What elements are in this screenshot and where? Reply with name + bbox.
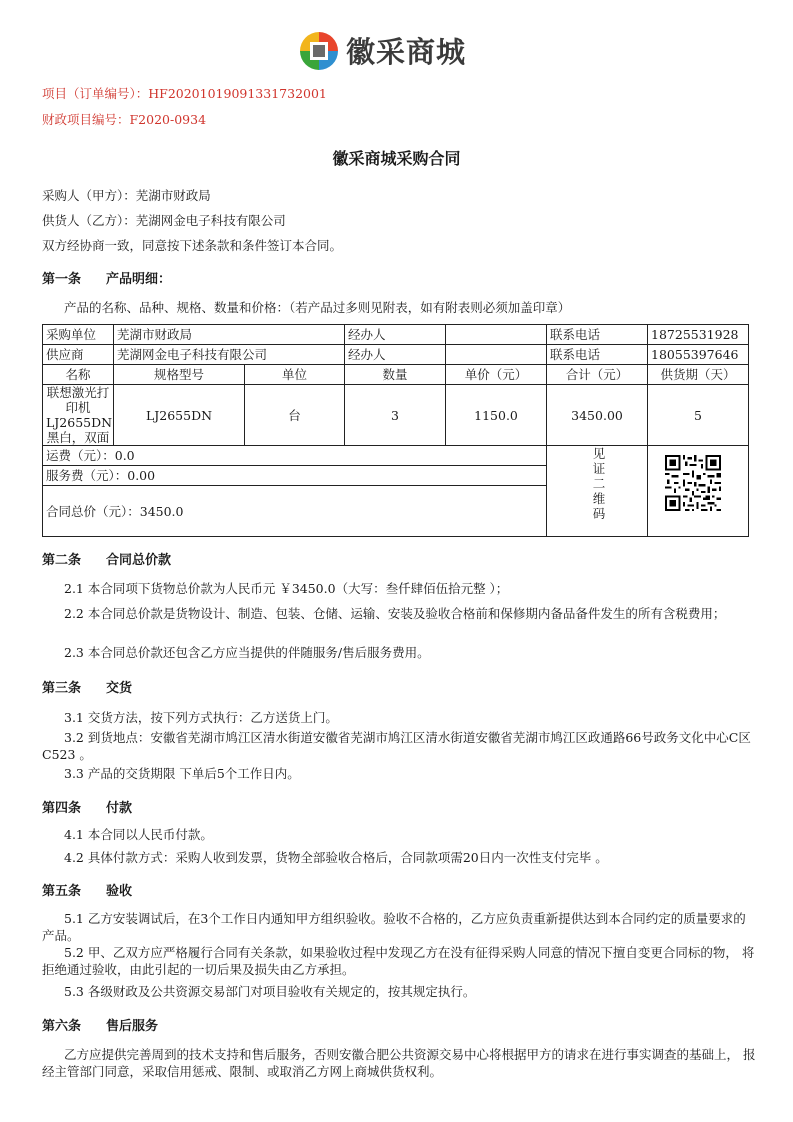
header-delivery-days: 供货期（天） — [648, 365, 749, 385]
table-row — [43, 325, 749, 345]
article5-number: 第五条 — [42, 884, 82, 899]
cell-buyer-label: 采购单位 — [43, 325, 114, 345]
cell-handler-value — [446, 325, 547, 345]
item-total: 3450.00 — [547, 385, 648, 446]
item-unit: 台 — [245, 385, 345, 446]
article1-number: 第一条 — [42, 272, 82, 287]
article5-heading — [42, 880, 132, 899]
cell-handler-value — [446, 345, 547, 365]
article6-heading — [42, 1015, 158, 1034]
service-fee-cell: 服务费（元）：0.00 — [43, 466, 547, 486]
header-model: 规格型号 — [114, 365, 245, 385]
cell-supplier-label: 供应商 — [43, 345, 114, 365]
cell-phone-value: 18725531928 — [648, 325, 749, 345]
article6-text: 乙方应提供完善周到的技术支持和售后服务，否则安徽合肥公共资源交易中心将根据甲方的请求在进行事实调查的基础上， 报经主管部门同意，采取信用惩戒、限制、或取消乙方网上商城供货权利。 — [42, 1047, 756, 1079]
table-row — [43, 385, 749, 446]
item-model: LJ2655DN — [114, 385, 245, 446]
table-row — [43, 345, 749, 365]
cell-supplier-value: 芜湖网金电子科技有限公司 — [114, 345, 345, 365]
article2-number: 第二条 — [42, 553, 82, 568]
item-name: 联想激光打印机LJ2655DN 黑白，双面 — [43, 385, 114, 446]
item-unit-price: 1150.0 — [446, 385, 547, 446]
agreement-line: 双方经协商一致，同意按下述条款和条件签订本合同。 — [42, 238, 343, 253]
header-total: 合计（元） — [547, 365, 648, 385]
article5-item-2: 5.2 甲、乙双方应严格履行合同有关条款，如果验收过程中发现乙方在没有征得采购人同意的情况下擅自变更合同标的物， 将拒绝通过验收，由此引起的一切后果及损失由乙方承担。 — [42, 945, 755, 977]
article4-item-1: 4.1 本合同以人民币付款。 — [64, 827, 213, 842]
article2-item-1: 2.1 本合同项下货物总价款为人民币元 ￥3450.0（大写：叁仟肆佰伍拾元整 ）； — [64, 581, 509, 596]
article2-item-3: 2.3 本合同总价款还包含乙方应当提供的伴随服务/售后服务费用。 — [64, 645, 430, 660]
article4-heading — [42, 797, 132, 816]
article5-item-1: 5.1 乙方安装调试后，在3个工作日内通知甲方组织验收。验收不合格的，乙方应负责重新提供达到本合同约定的质量要求的产品。 — [42, 911, 746, 943]
freight-cell: 运费（元）：0.0 — [43, 446, 547, 466]
see-qr-label: 见证二维码 — [592, 446, 606, 521]
product-table — [42, 324, 749, 537]
header-name: 名称 — [43, 365, 114, 385]
article1-title: 产品明细： — [106, 272, 172, 287]
article1-intro: 产品的名称、品种、规格、数量和价格：（若产品过多则见附表，如有附表则必须加盖印章） — [64, 300, 571, 315]
cell-phone-value: 18055397646 — [648, 345, 749, 365]
article5-title: 验收 — [106, 884, 133, 899]
finance-project-number: 财政项目编号：F2020-0934 — [42, 112, 207, 127]
article6-number: 第六条 — [42, 1019, 82, 1034]
header-unit: 单位 — [245, 365, 345, 385]
item-quantity: 3 — [345, 385, 446, 446]
article3-title: 交货 — [106, 681, 133, 696]
article2-heading — [42, 549, 171, 568]
cell-handler-label: 经办人 — [345, 325, 446, 345]
article2-title: 合同总价款 — [106, 553, 172, 568]
article3-item-3: 3.3 产品的交货期限 下单后5个工作日内。 — [64, 766, 300, 781]
cell-phone-label: 联系电话 — [547, 345, 648, 365]
logo-text: 徽采商城 — [346, 35, 467, 69]
article4-item-2: 4.2 具体付款方式：采购人收到发票，货物全部验收合格后，合同款项需20日内一次性支付完毕 。 — [64, 850, 608, 865]
cell-phone-label: 联系电话 — [547, 325, 648, 345]
article3-item-1: 3.1 交货方法，按下列方式执行：乙方送货上门。 — [64, 710, 338, 725]
article4-number: 第四条 — [42, 801, 82, 816]
table-row — [43, 446, 749, 466]
article5-item-3: 5.3 各级财政及公共资源交易部门对项目验收有关规定的，按其规定执行。 — [64, 984, 476, 999]
article2-item-2: 2.2 本合同总价款是货物设计、制造、包装、仓储、运输、安装及验收合格前和保修期内备品备件发生的所有含税费用； — [64, 606, 726, 621]
buyer-line: 采购人（甲方）：芜湖市财政局 — [42, 188, 211, 203]
article3-item-2: 3.2 到货地点：安徽省芜湖市鸠江区清水街道安徽省芜湖市鸠江区清水街道安徽省芜湖市鸠江区政通路66号政务文化中心C区C523 。 — [42, 730, 751, 762]
table-header-row — [43, 365, 749, 385]
total-price-cell: 合同总价（元）：3450.0 — [43, 486, 547, 537]
contract-title: 徽采商城采购合同 — [332, 149, 461, 168]
qr-code-icon — [665, 455, 721, 511]
article6-title: 售后服务 — [106, 1019, 159, 1034]
item-delivery-days: 5 — [648, 385, 749, 446]
article3-heading — [42, 677, 132, 696]
article4-title: 付款 — [106, 801, 133, 816]
logo-icon — [298, 30, 340, 72]
article1-heading — [42, 268, 171, 287]
cell-buyer-value: 芜湖市财政局 — [114, 325, 345, 345]
header-quantity: 数量 — [345, 365, 446, 385]
header-unit-price: 单价（元） — [446, 365, 547, 385]
cell-handler-label: 经办人 — [345, 345, 446, 365]
article3-number: 第三条 — [42, 681, 82, 696]
project-number: 项目（订单编号）：HF20201019091331732001 — [42, 86, 327, 101]
supplier-line: 供货人（乙方）：芜湖网金电子科技有限公司 — [42, 213, 286, 228]
